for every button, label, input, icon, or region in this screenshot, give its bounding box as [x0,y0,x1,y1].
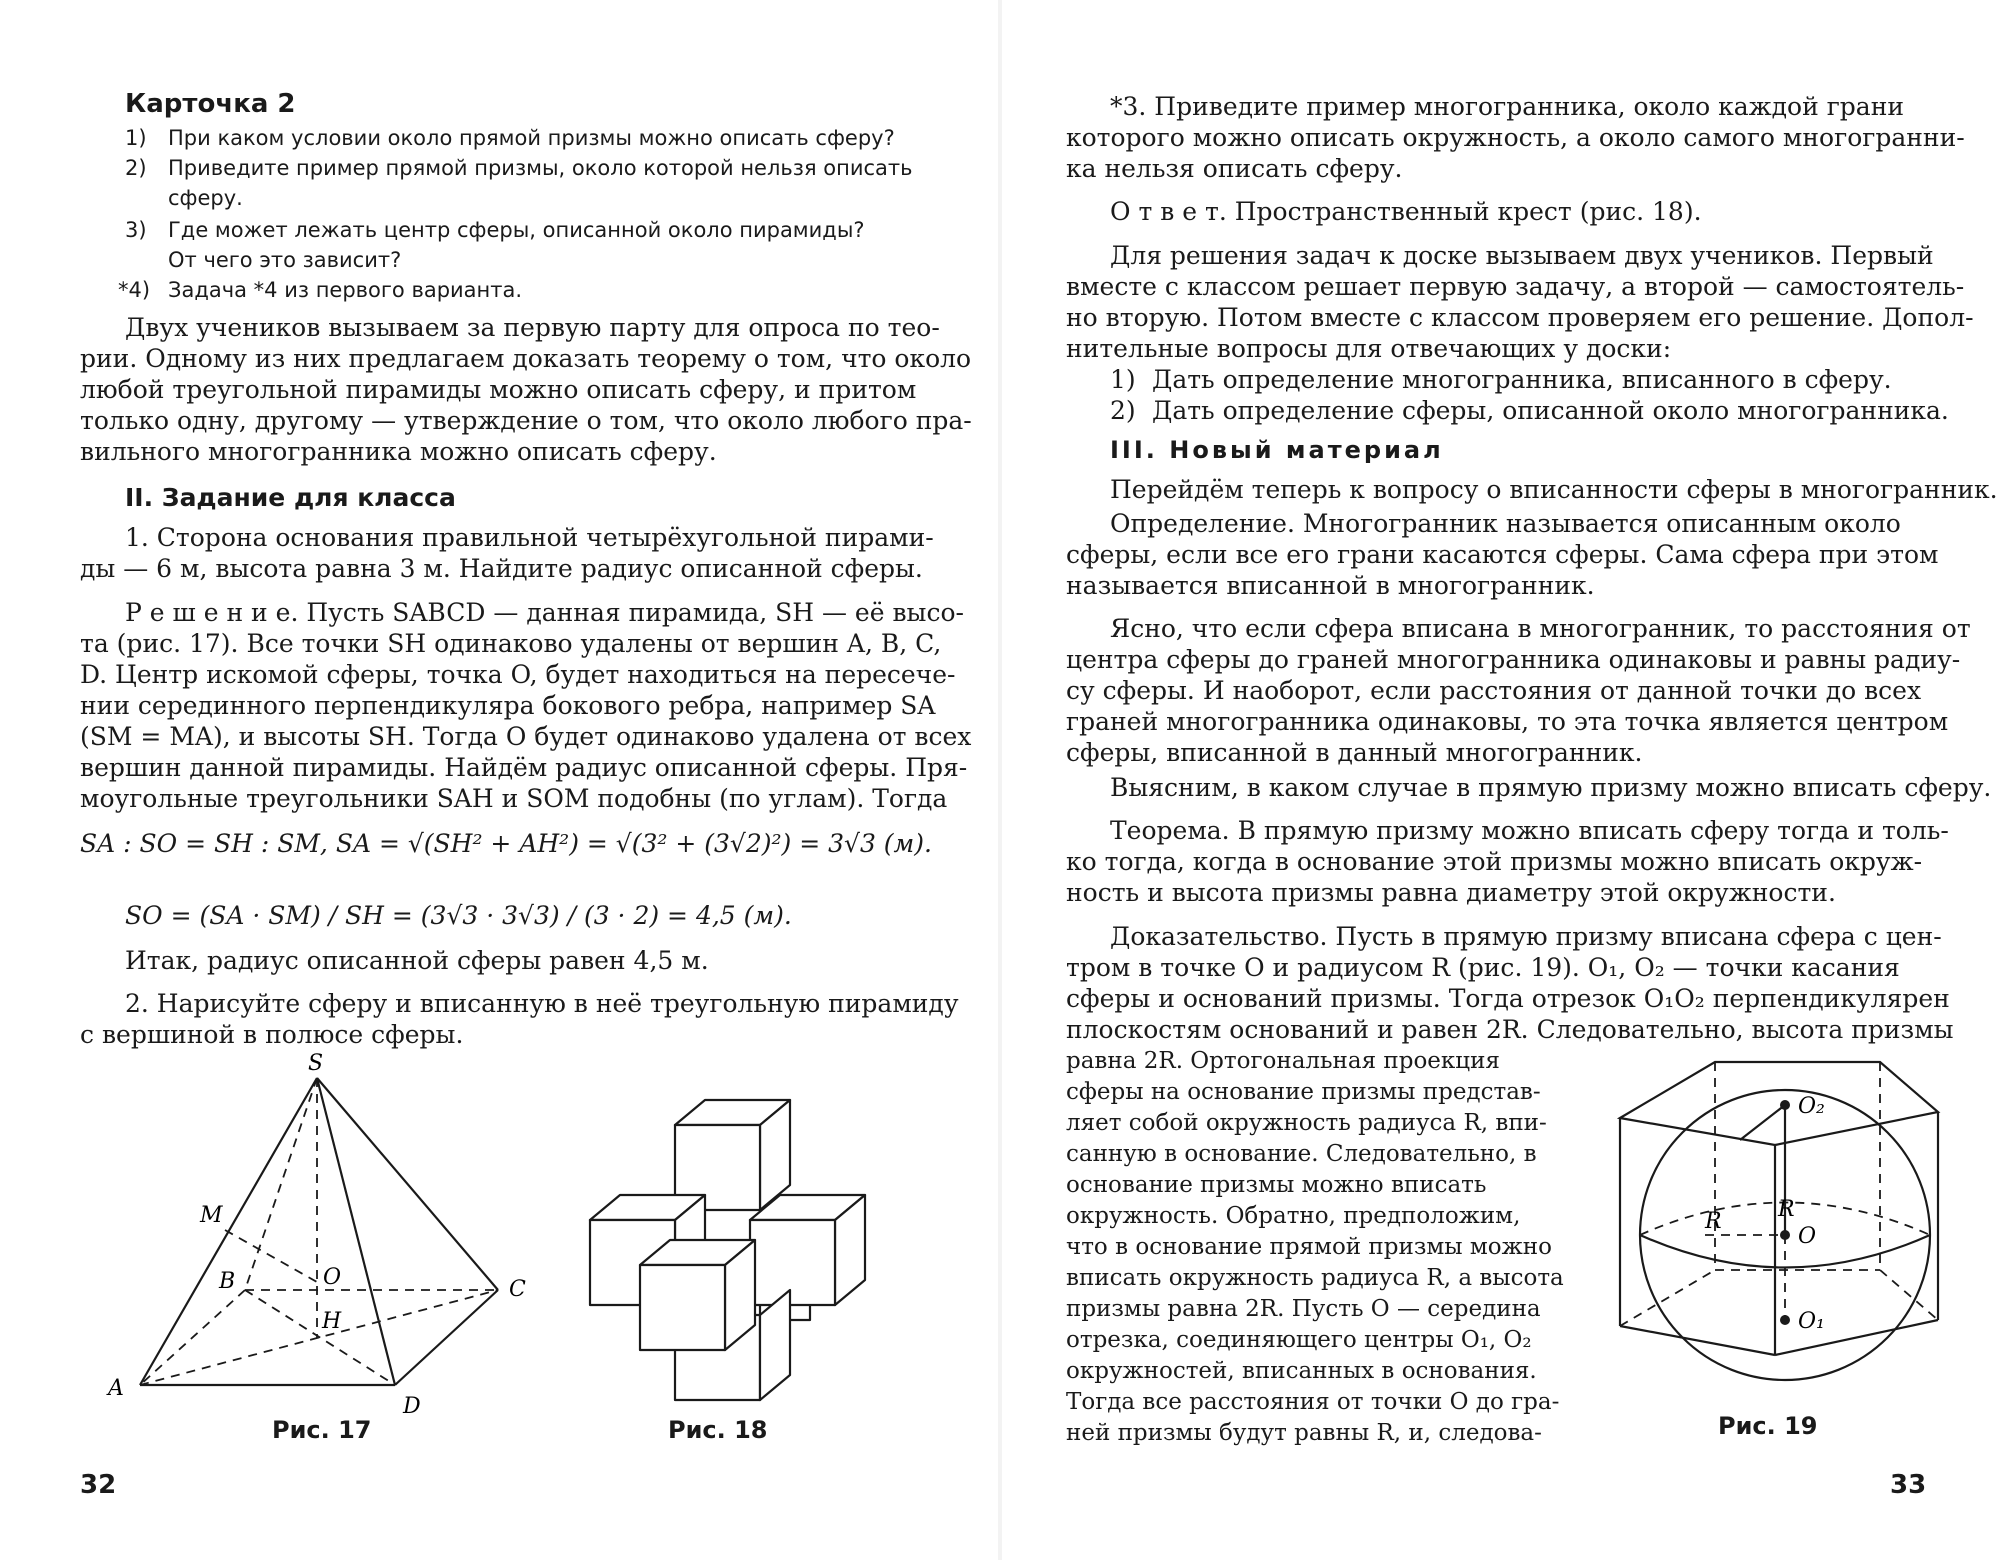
theorem-line: ность и высота призмы равна диаметру этой окружности. [1066,878,1836,907]
label-s: S [308,1051,324,1076]
task-line: ды — 6 м, высота равна 3 м. Найдите радиус описанной сферы. [80,554,923,583]
proof-narrow-line: ляет собой окружность радиуса R, впи- [1066,1110,1547,1136]
paragraph-line: су сферы. И наоборот, если расстояния от данной точки до всех [1066,676,1922,705]
board-item-num: 2) [1110,396,1136,425]
card-item-num: *4) [118,278,151,302]
right-page [1000,0,2000,1560]
question-line: ка нельзя описать сферу. [1066,154,1403,183]
page-number: 32 [80,1470,117,1500]
label-m: M [200,1203,223,1228]
solution-line: (SM = MA), и высоты SH. Тогда O будет одинаково удалена от всех [80,722,972,751]
card-item-text: сферу. [168,186,243,210]
label-o1: O₁ [1798,1309,1825,1334]
definition-line: Определение. Многогранник называется описанным около [1110,509,1901,538]
paragraph-line: любой треугольной пирамиды можно описать сферу, и притом [80,375,917,404]
label-d: D [403,1394,421,1419]
formula-so: SO = (SA · SM) / SH = (3√3 · 3√3) / (3 · 2) = 4,5 (м). [125,901,792,930]
figure-19-caption: Рис. 19 [1718,1412,1818,1440]
theorem-line: ко тогда, когда в основание этой призмы можно вписать окруж- [1066,847,1923,876]
proof-narrow-line: сферы на основание призмы представ- [1066,1079,1541,1105]
board-item-num: 1) [1110,365,1136,394]
proof-line: Доказательство. Пусть в прямую призму вписана сфера с цен- [1110,922,1942,951]
proof-narrow-line: равна 2R. Ортогональная проекция [1066,1048,1500,1074]
card-item-text: Где может лежать центр сферы, описанной около пирамиды? [168,218,865,242]
question-line: которого можно описать окружность, а около самого многогранни- [1066,123,1965,152]
figure-19-prism [1610,1050,1950,1410]
proof-narrow-line: окружностей, вписанных в основания. [1066,1358,1537,1384]
board-item-text: Дать определение сферы, описанной около многогранника. [1152,396,1949,425]
solution-line: моугольные треугольники SAH и SOM подобны (по углам). Тогда [80,784,948,813]
task-line: 2. Нарисуйте сферу и вписанную в неё треугольную пирамиду [125,989,959,1018]
solution-line: D. Центр искомой сферы, точка O, будет находиться на пересече- [80,660,956,689]
paragraph-line: сферы, вписанной в данный многогранник. [1066,738,1643,767]
card-item-num: 3) [125,218,147,242]
label-o2: O₂ [1798,1094,1825,1119]
proof-narrow-line: отрезка, соединяющего центры O₁, O₂ [1066,1327,1532,1353]
formula-sa: SA : SO = SH : SM, SA = √(SH² + AH²) = √(3² + (3√2)²) = 3√3 (м). [80,829,932,858]
solution-line: вершин данной пирамиды. Найдём радиус описанной сферы. Пря- [80,753,968,782]
proof-narrow-line: ней призмы будут равны R, и, следова- [1066,1420,1542,1446]
board-item-text: Дать определение многогранника, вписанного в сферу. [1152,365,1892,394]
solution-line: нии серединного перпендикуляра бокового ребра, например SA [80,691,936,720]
question-line: *3. Приведите пример многогранника, около каждой грани [1110,92,1905,121]
paragraph-line: Двух учеников вызываем за первую парту для опроса по тео- [125,313,940,342]
task-line: 1. Сторона основания правильной четырёхугольной пирами- [125,523,934,552]
paragraph-line: граней многогранника одинаковы, то эта точка является центром [1066,707,1949,736]
proof-line: тром в точке O и радиусом R (рис. 19). O₁, O₂ — точки касания [1066,953,1900,982]
figure-18-cross [580,1095,880,1415]
paragraph-line: центра сферы до граней многогранника одинаковы и равны радиу- [1066,645,1961,674]
label-o: O [1798,1224,1817,1249]
figure-17-pyramid [95,1050,535,1420]
answer: О т в е т. Пространственный крест (рис. 18). [1110,197,1702,226]
definition-line: называется вписанной в многогранник. [1066,571,1595,600]
label-b: B [219,1269,236,1294]
proof-narrow-line: Тогда все расстояния от точки O до гра- [1066,1389,1560,1415]
paragraph-line: рии. Одному из них предлагаем доказать теорему о том, что около [80,344,972,373]
conclusion: Итак, радиус описанной сферы равен 4,5 м. [125,946,709,975]
label-c: C [509,1277,526,1302]
solution-line: Р е ш е н и е. Пусть SABCD — данная пирамида, SH — её высо- [125,598,964,627]
figure-17-caption: Рис. 17 [272,1416,372,1444]
proof-narrow-line: окружность. Обратно, предположим, [1066,1203,1521,1229]
definition-line: сферы, если все его грани касаются сферы. Сама сфера при этом [1066,540,1939,569]
page-number: 33 [1890,1470,1927,1500]
theorem-line: Теорема. В прямую призму можно вписать сферу тогда и толь- [1110,816,1949,845]
intro: Перейдём теперь к вопросу о вписанности сферы в многогранник. [1110,475,1998,504]
board-line: нительные вопросы для отвечающих у доски: [1066,334,1672,363]
board-line: Для решения задач к доске вызываем двух учеников. Первый [1110,241,1934,270]
board-line: но вторую. Потом вместе с классом проверяем его решение. Допол- [1066,303,1974,332]
proof-narrow-line: основание призмы можно вписать [1066,1172,1487,1198]
card-item-text: Приведите пример прямой призмы, около которой нельзя описать [168,156,913,180]
section-heading: II. Задание для класса [125,483,456,512]
card-item-num: 2) [125,156,147,180]
proof-narrow-line: призмы равна 2R. Пусть O — середина [1066,1296,1541,1322]
card-item-text: При каком условии около прямой призмы можно описать сферу? [168,126,895,150]
figure-18-caption: Рис. 18 [668,1416,768,1444]
proof-line: сферы и оснований призмы. Тогда отрезок O₁O₂ перпендикулярен [1066,984,1950,1013]
board-line: вместе с классом решает первую задачу, а второй — самостоятель- [1066,272,1965,301]
label-r-horizontal: R [1705,1209,1722,1234]
solution-line: та (рис. 17). Все точки SH одинаково удалены от вершин A, B, C, [80,629,942,658]
paragraph-line: вильного многогранника можно описать сферу. [80,437,717,466]
card-item-num: 1) [125,126,147,150]
card-item-text: От чего это зависит? [168,248,402,272]
paragraph-line: только одну, другому — утверждение о том, что около любого пра- [80,406,972,435]
label-r-vertical: R [1778,1197,1795,1222]
label-a: A [108,1376,124,1401]
paragraph-line: Ясно, что если сфера вписана в многогранник, то расстояния от [1110,614,1971,643]
section-heading: III. Новый материал [1110,436,1444,464]
proof-line: плоскостям оснований и равен 2R. Следовательно, высота призмы [1066,1015,1954,1044]
find-out: Выясним, в каком случае в прямую призму можно вписать сферу. [1110,773,1992,802]
proof-narrow-line: вписать окружность радиуса R, а высота [1066,1265,1564,1291]
task-line: с вершиной в полюсе сферы. [80,1020,464,1049]
card-item-text: Задача *4 из первого варианта. [168,278,523,302]
label-o: O [323,1265,342,1290]
proof-narrow-line: санную в основание. Следовательно, в [1066,1141,1537,1167]
card-title: Карточка 2 [125,89,296,119]
proof-narrow-line: что в основание прямой призмы можно [1066,1234,1552,1260]
label-h: H [322,1309,342,1334]
